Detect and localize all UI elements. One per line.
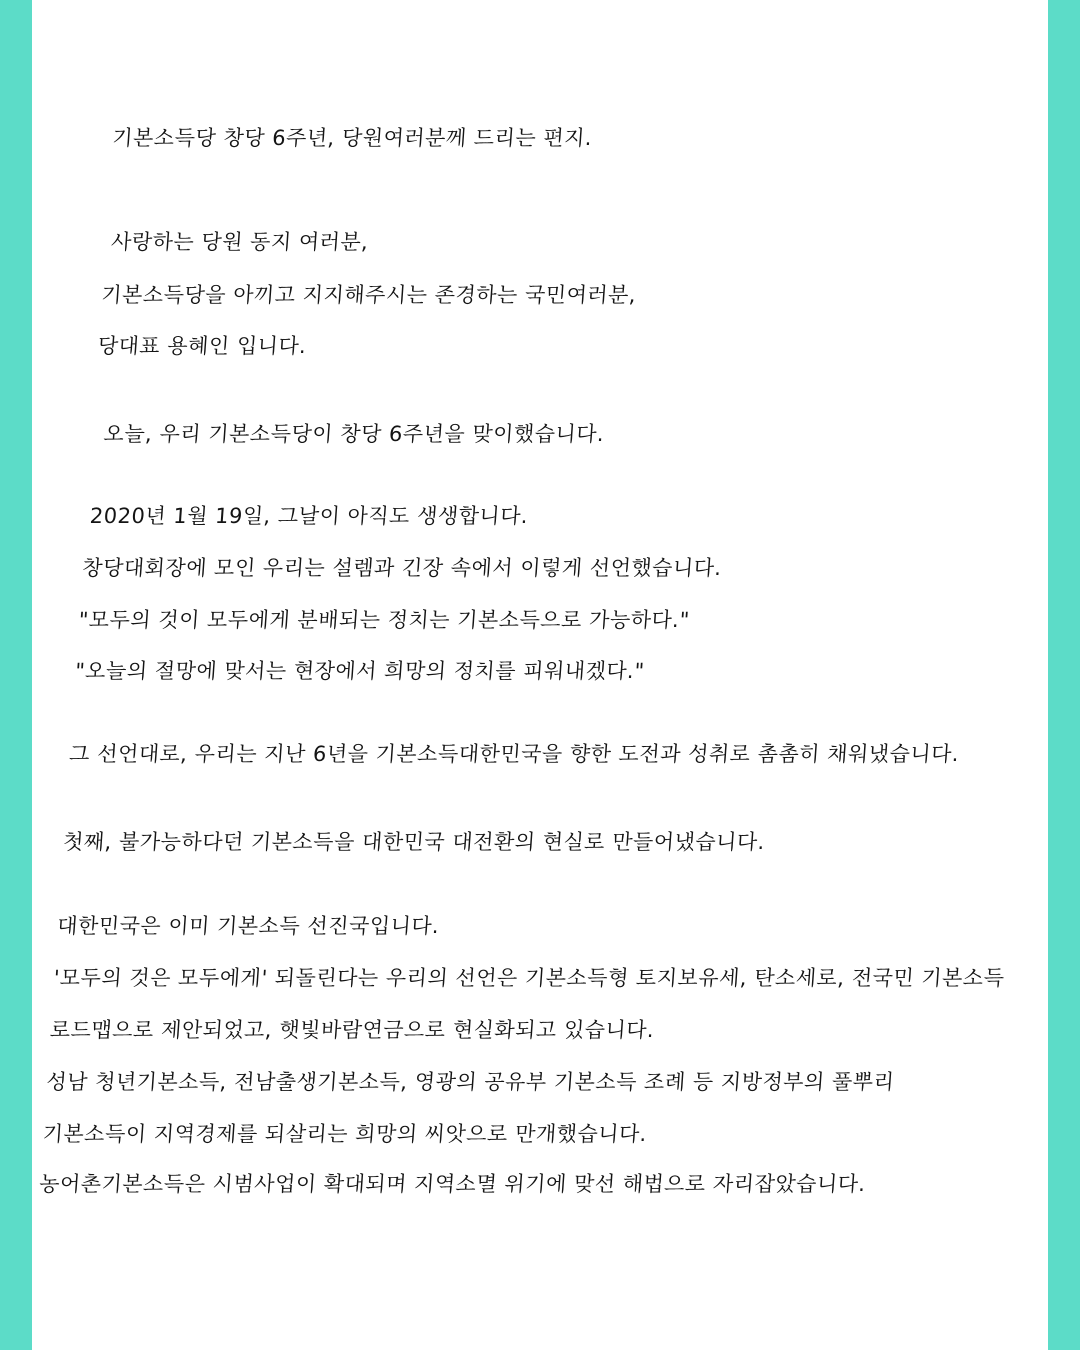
letter-title: 기본소득당 창당 6주년, 당원여러분께 드리는 편지. (111, 126, 594, 150)
left-border-stripe (0, 0, 32, 1350)
detail-line: 대한민국은 이미 기본소득 선진국입니다. (56, 914, 441, 938)
detail-line: 기본소득이 지역경제를 되살리는 희망의 씨앗으로 만개했습니다. (41, 1122, 648, 1146)
greeting-line: 당대표 용혜인 입니다. (96, 334, 308, 358)
founding-line: 2020년 1월 19일, 그날이 아직도 생생합니다. (89, 504, 530, 528)
founding-quote: "모두의 것이 모두에게 분배되는 정치는 기본소득으로 가능하다." (77, 608, 691, 632)
detail-line: 로드맵으로 제안되었고, 햇빛바람연금으로 현실화되고 있습니다. (49, 1018, 656, 1042)
greeting-line: 기본소득당을 아끼고 지지해주시는 존경하는 국민여러분, (100, 283, 637, 307)
detail-line: 성남 청년기본소득, 전남출생기본소득, 영광의 공유부 기본소득 조례 등 지방정부의 풀뿌리 (45, 1070, 896, 1094)
founding-quote: "오늘의 절망에 맞서는 현장에서 희망의 정치를 피워내겠다." (74, 659, 646, 683)
right-border-stripe (1048, 0, 1080, 1350)
intro-line: 오늘, 우리 기본소득당이 창당 6주년을 맞이했습니다. (102, 422, 606, 446)
detail-line: '모두의 것은 모두에게' 되돌린다는 우리의 선언은 기본소득형 토지보유세, 탄소세로, 전국민 기본소득 (52, 966, 1006, 990)
summary-line: 그 선언대로, 우리는 지난 6년을 기본소득대한민국을 향한 도전과 성취로 촘촘히 채워냈습니다. (68, 742, 960, 766)
letter-paper (32, 0, 1048, 1350)
detail-line: 농어촌기본소득은 시범사업이 확대되며 지역소멸 위기에 맞선 해법으로 자리잡았습니다. (38, 1172, 867, 1196)
first-point-line: 첫째, 불가능하다던 기본소득을 대한민국 대전환의 현실로 만들어냈습니다. (62, 830, 766, 854)
greeting-line: 사랑하는 당원 동지 여러분, (110, 230, 370, 254)
founding-line: 창당대회장에 모인 우리는 설렘과 긴장 속에서 이렇게 선언했습니다. (81, 556, 723, 580)
